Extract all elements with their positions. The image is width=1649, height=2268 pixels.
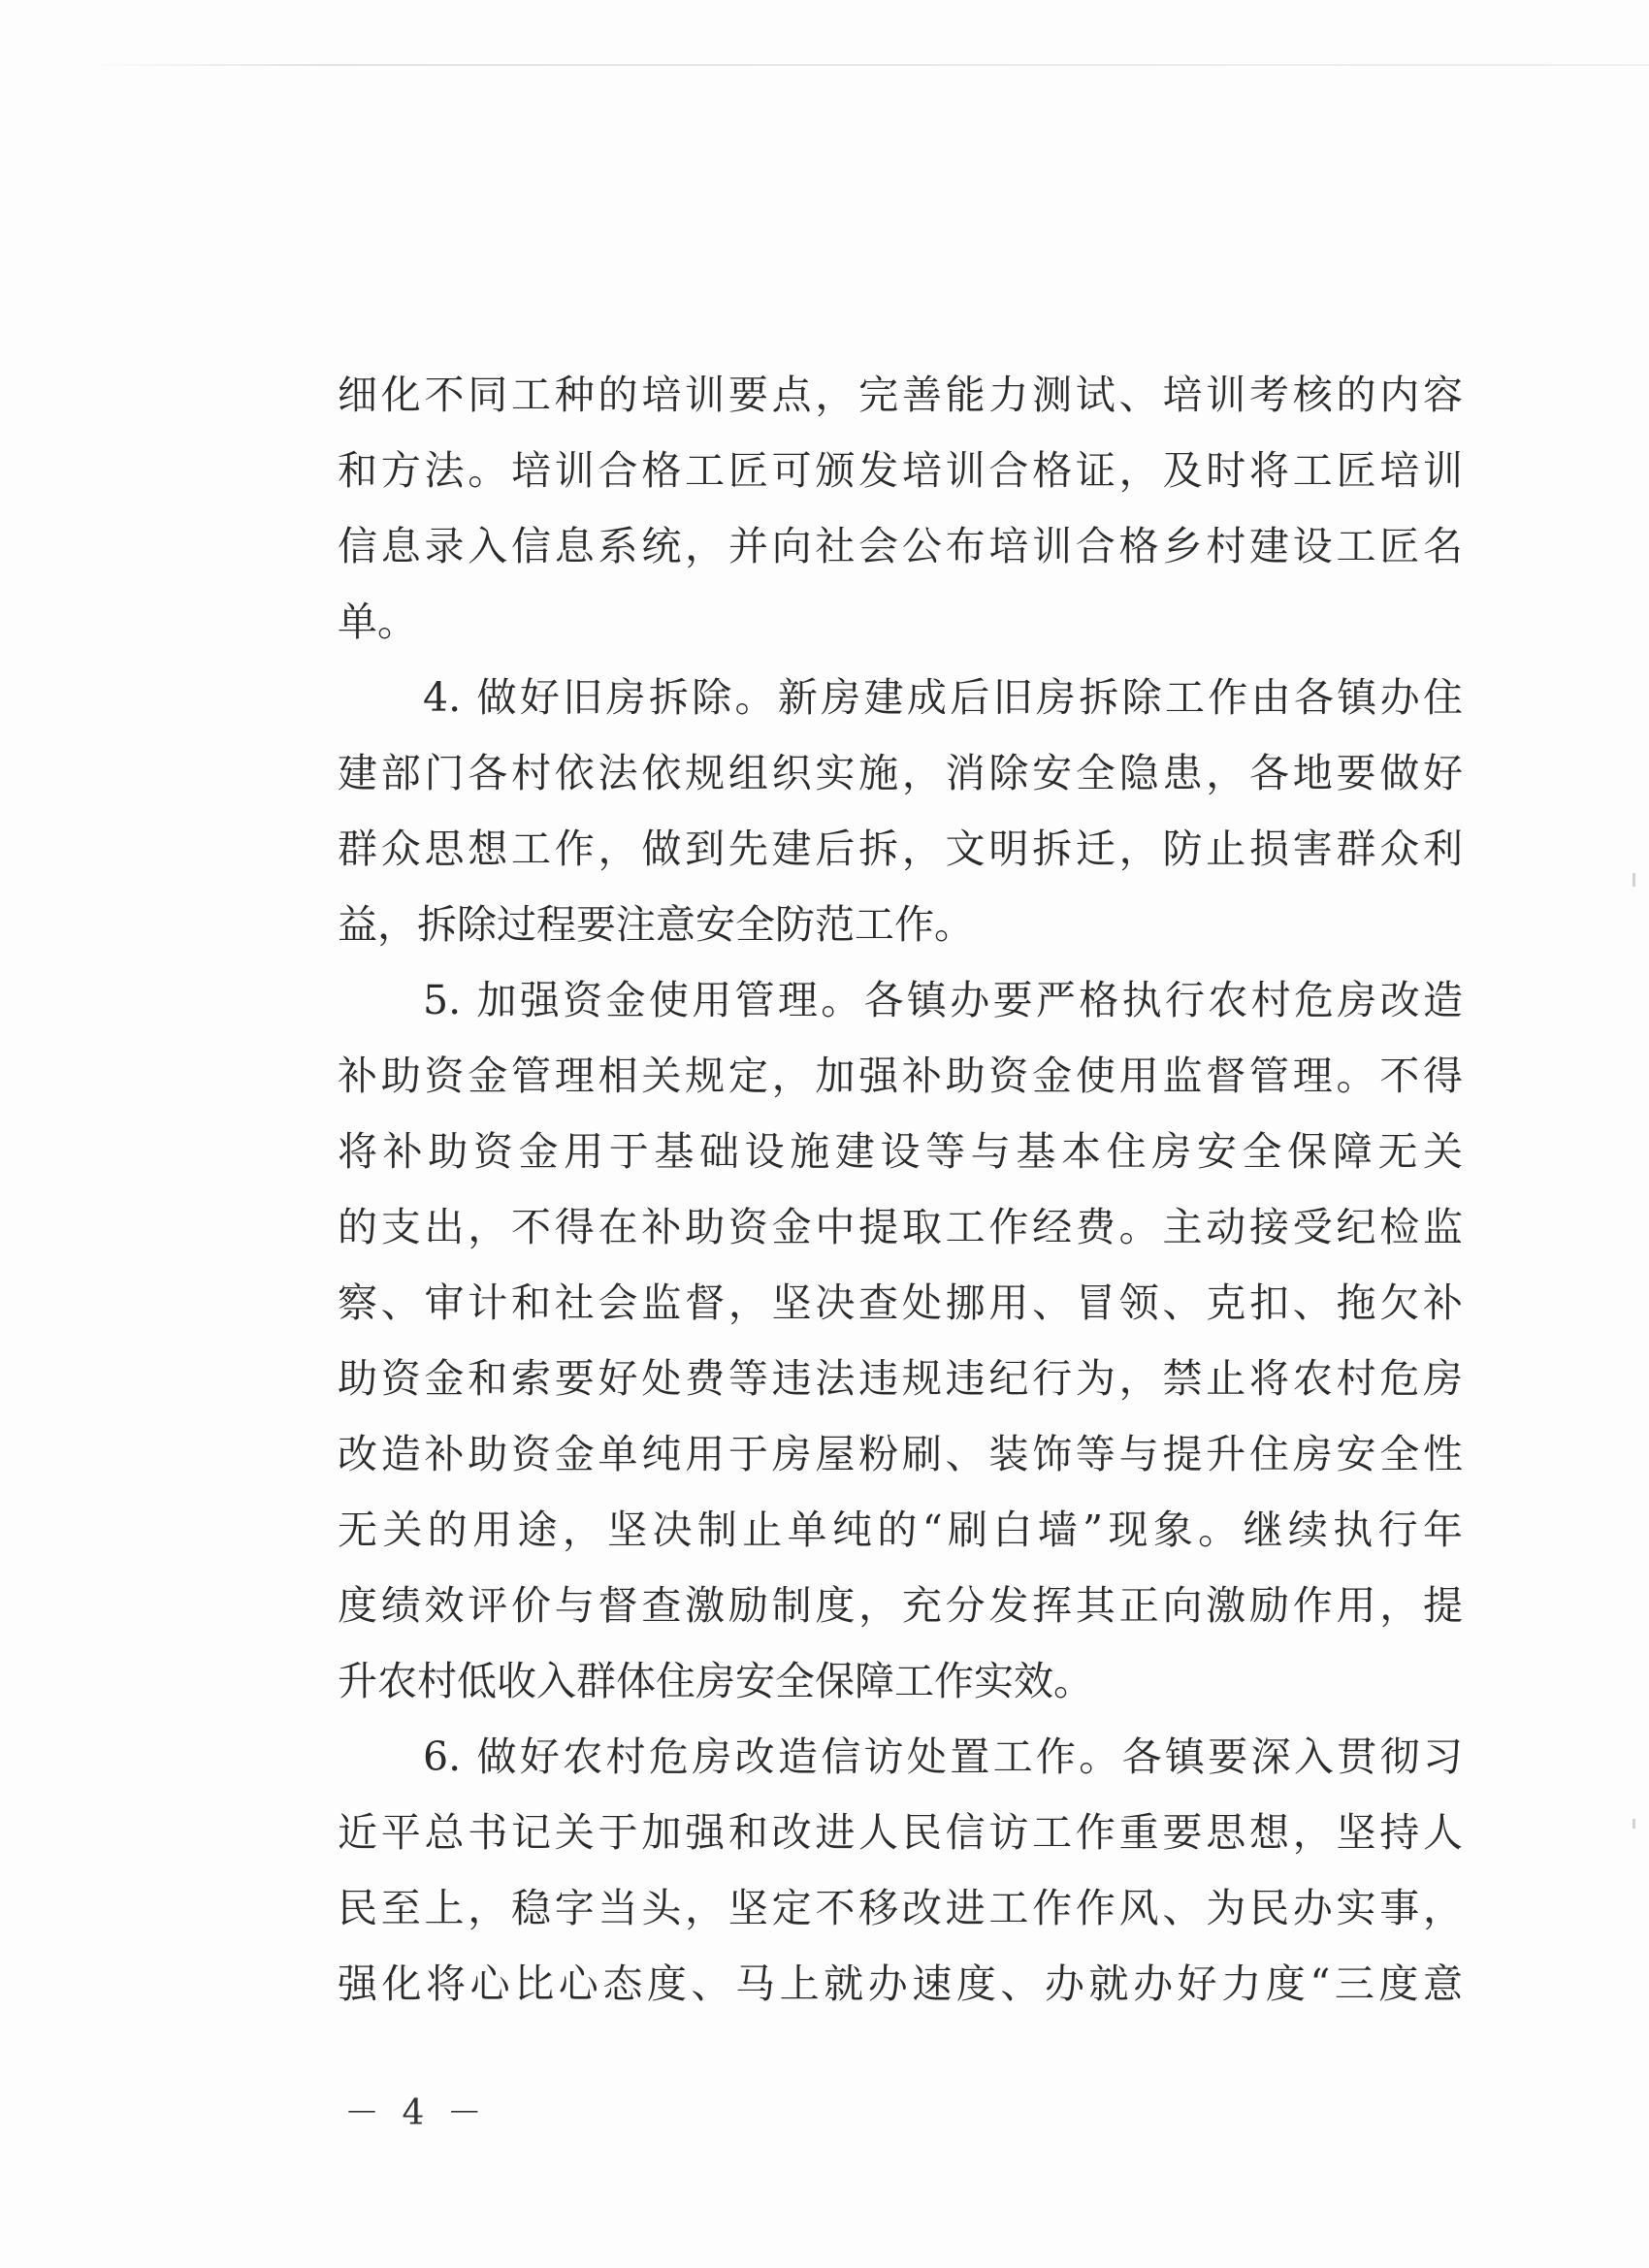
text-line: 助资金和索要好处费等违法违规违纪行为，禁止将农村危房 [338, 1355, 1463, 1402]
text-line: 单。 [338, 599, 417, 645]
text-line: 5. 加强资金使用管理。各镇办要严格执行农村危房改造 [423, 977, 1463, 1023]
text-line: 升农村低收入群体住房安全保障工作实效。 [338, 1658, 1093, 1704]
text-line: 4. 做好旧房拆除。新房建成后旧房拆除工作由各镇办住 [423, 674, 1463, 721]
scan-top-edge [85, 64, 1649, 66]
text-line: 细化不同工种的培训要点，完善能力测试、培训考核的内容 [338, 372, 1463, 418]
text-line: 无关的用途，坚决制止单纯的“刷白墙”现象。继续执行年 [338, 1507, 1463, 1553]
text-line: 近平总书记关于加强和改进人民信访工作重要思想，坚持人 [338, 1809, 1463, 1856]
text-line: 将补助资金用于基础设施建设等与基本住房安全保障无关 [338, 1128, 1463, 1175]
scan-mark [1633, 1819, 1635, 1829]
text-line: 民至上，稳字当头，坚定不移改进工作作风、为民办实事， [338, 1885, 1463, 1931]
text-line: 6. 做好农村危房改造信访处置工作。各镇要深入贯彻习 [423, 1733, 1463, 1780]
text-line: 察、审计和社会监督，坚决查处挪用、冒领、克扣、拖欠补 [338, 1280, 1463, 1326]
text-line: 强化将心比心态度、马上就办速度、办就办好力度“三度意 [338, 1960, 1463, 2007]
text-line: 补助资金管理相关规定，加强补助资金使用监督管理。不得 [338, 1053, 1463, 1099]
text-line: 信息录入信息系统，并向社会公布培训合格乡村建设工匠名 [338, 523, 1463, 569]
page-number: － 4 － [344, 2093, 488, 2133]
text-line: 和方法。培训合格工匠可颁发培训合格证，及时将工匠培训 [338, 447, 1463, 494]
text-line: 的支出，不得在补助资金中提取工作经费。主动接受纪检监 [338, 1204, 1463, 1250]
text-line: 建部门各村依法依规组织实施，消除安全隐患，各地要做好 [338, 750, 1463, 796]
text-line: 群众思想工作，做到先建后拆，文明拆迁，防止损害群众利 [338, 826, 1463, 872]
text-line: 度绩效评价与督查激励制度，充分发挥其正向激励作用，提 [338, 1582, 1463, 1629]
text-line: 改造补助资金单纯用于房屋粉刷、装饰等与提升住房安全性 [338, 1431, 1463, 1477]
scan-mark [1633, 873, 1635, 887]
document-body [338, 357, 1463, 2022]
text-line: 益，拆除过程要注意安全防范工作。 [338, 901, 974, 948]
